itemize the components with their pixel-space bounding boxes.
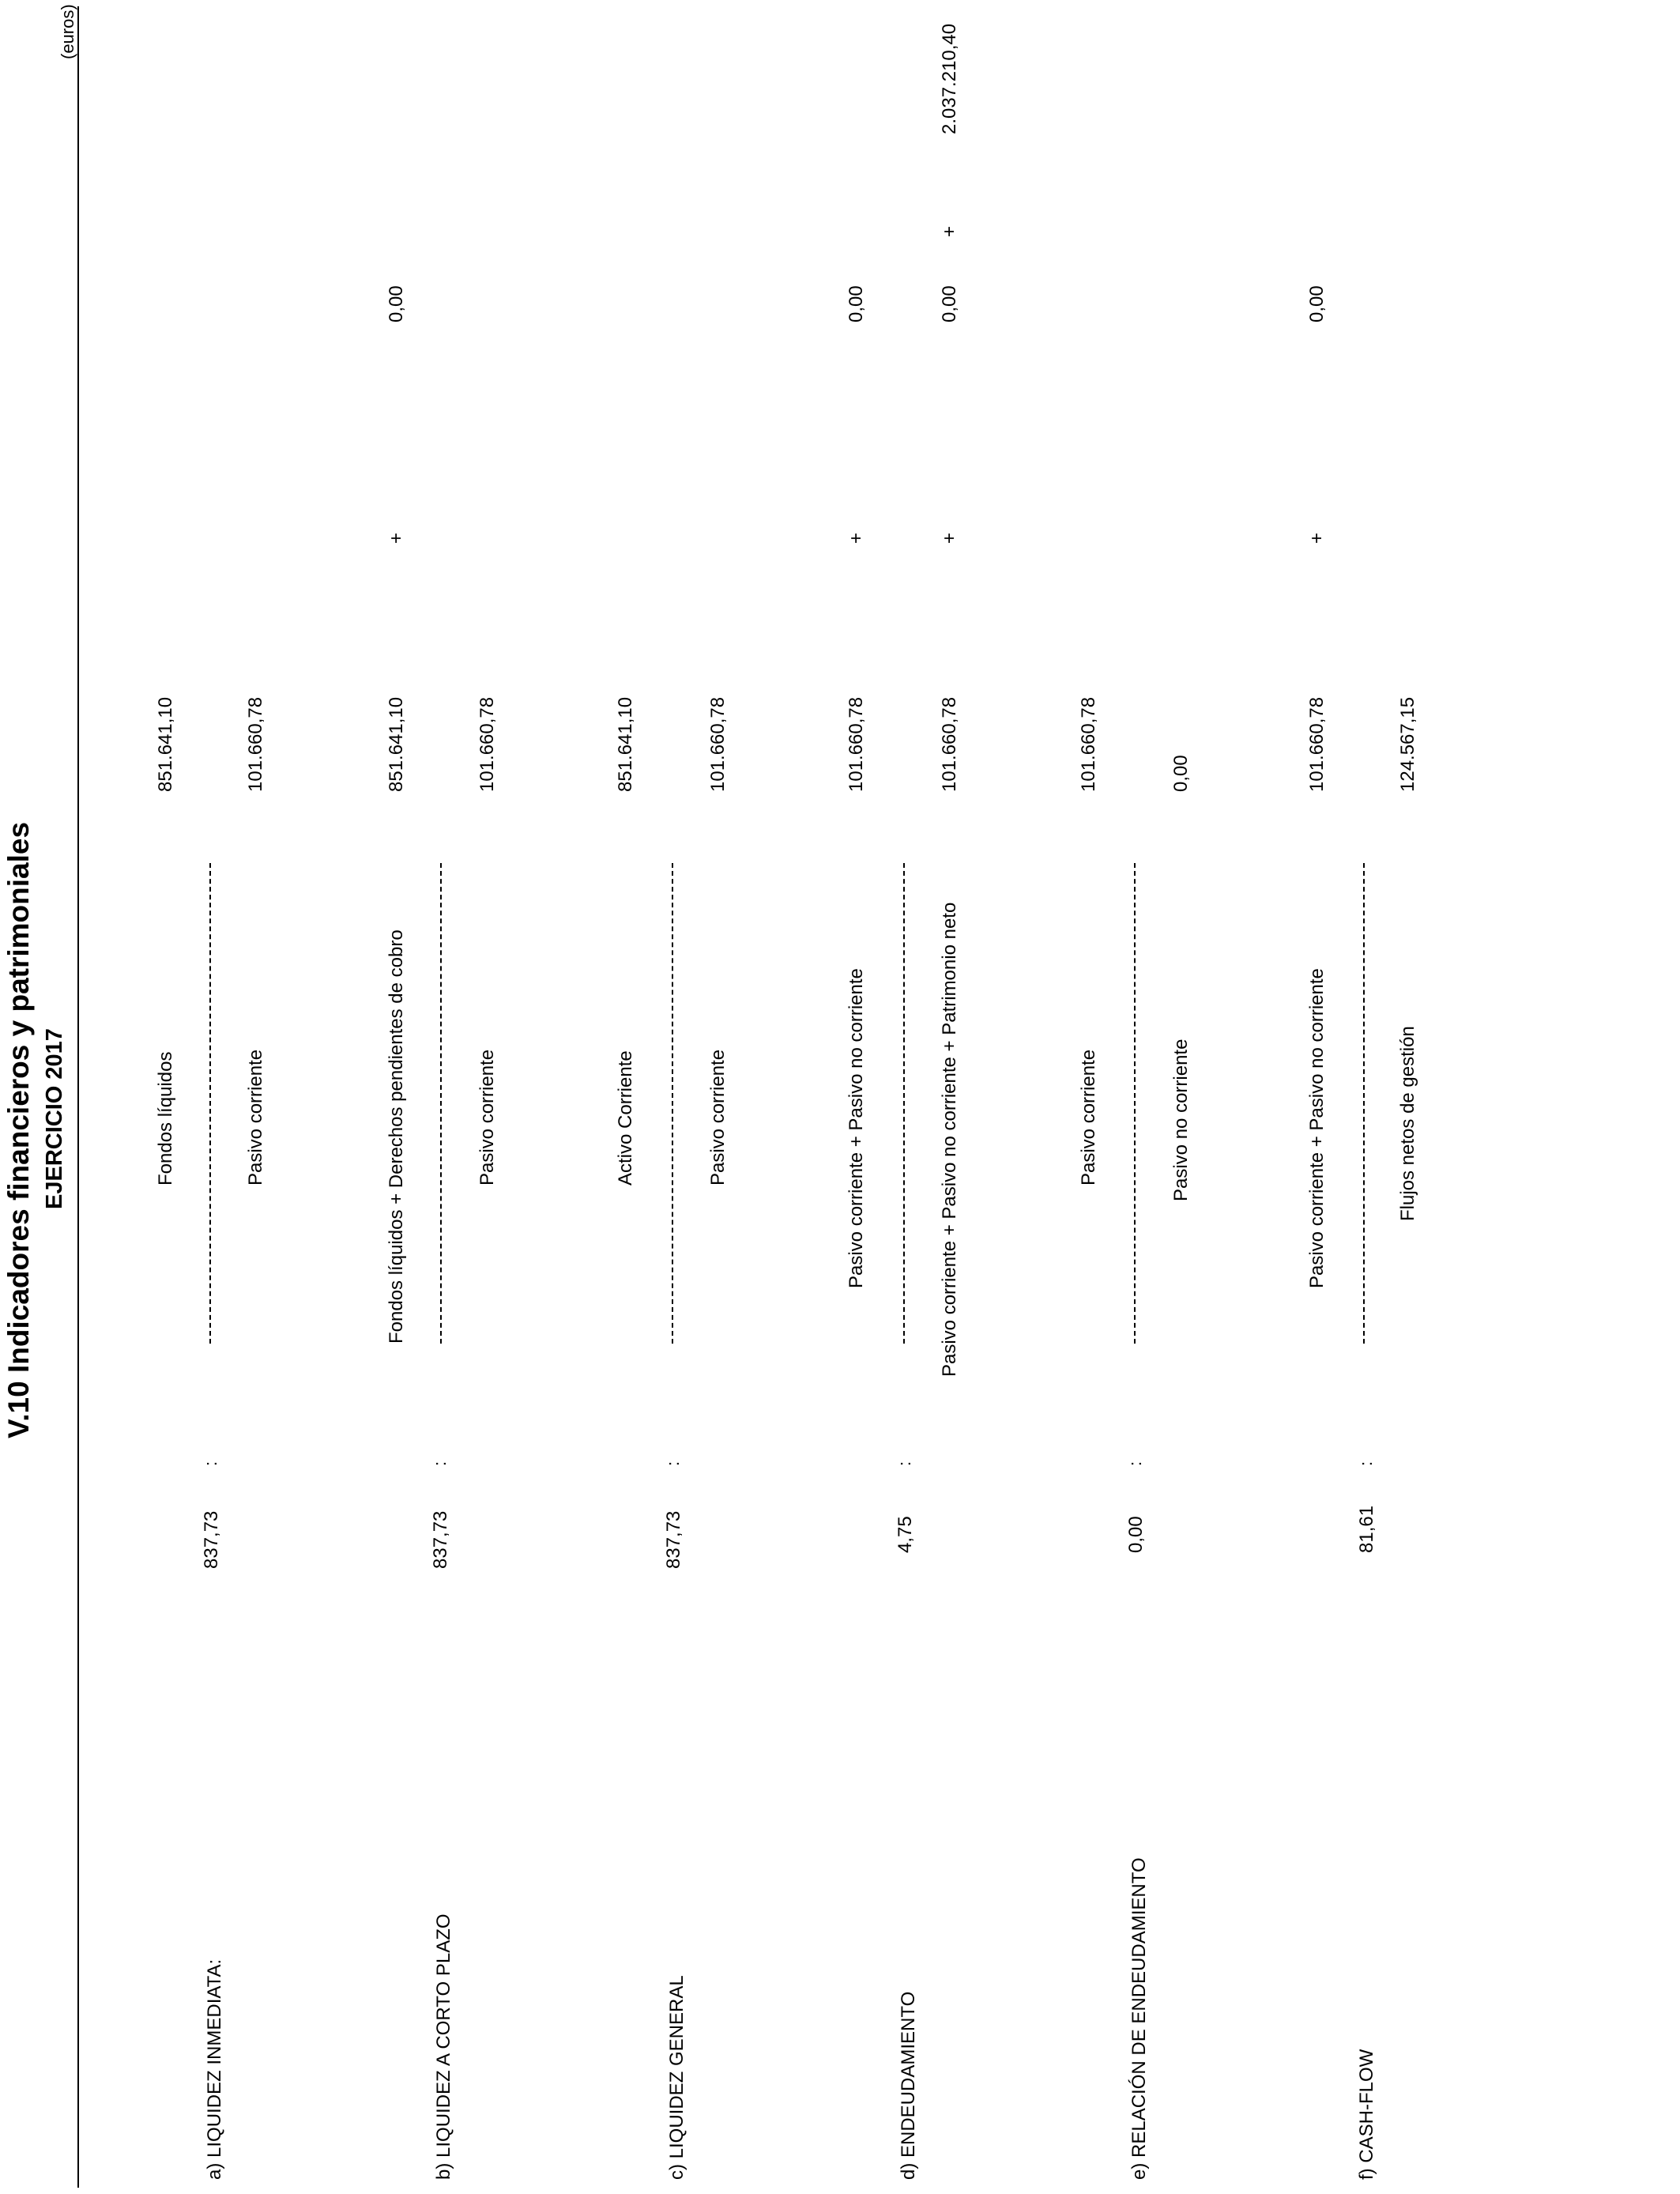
indicator-colon: : (1356, 1461, 1376, 1466)
denominator-text: Pasivo corriente (477, 1049, 498, 1186)
numerator-value: 101.660,78 (1078, 696, 1099, 792)
indicator-colon: : (430, 1461, 450, 1466)
fraction-line (1363, 863, 1365, 1344)
denominator-value: 101.660,78 (939, 696, 960, 792)
indicator-result: 81,61 (1356, 1505, 1377, 1553)
indicator-label: d) ENDEUDAMIENTO (898, 1991, 919, 2180)
indicator-label: a) LIQUIDEZ INMEDIATA: (204, 1958, 225, 2180)
indicator-result: 837,73 (430, 1510, 451, 1569)
denominator-value: 0,00 (1170, 755, 1192, 792)
indicator-result: 4,75 (895, 1516, 916, 1553)
indicator-result: 837,73 (201, 1510, 222, 1569)
denominator-value: 2.037.210,40 (939, 23, 960, 134)
numerator-value: 851.641,10 (386, 696, 407, 792)
numerator-text: Fondos líquidos (155, 1051, 176, 1186)
denominator-value: 0,00 (939, 285, 960, 322)
numerator-text: Activo Corriente (615, 1050, 636, 1186)
denominator-text: Pasivo corriente (707, 1049, 729, 1186)
numerator-text: Pasivo corriente + Pasivo no corriente (846, 968, 867, 1288)
fraction-line (903, 863, 905, 1344)
indicator-label: b) LIQUIDEZ A CORTO PLAZO (433, 1913, 454, 2180)
denominator-text: Flujos netos de gestión (1397, 1026, 1418, 1221)
plus-operator: + (939, 532, 960, 544)
indicator-label: c) LIQUIDEZ GENERAL (666, 1975, 687, 2180)
indicator-label: f) CASH-FLOW (1356, 2049, 1377, 2180)
indicator-colon: : (1125, 1461, 1145, 1466)
denominator-text: Pasivo no corriente (1170, 1039, 1192, 1201)
indicator-result: 837,73 (663, 1510, 684, 1569)
report-subtitle: EJERCICIO 2017 (42, 1028, 67, 1209)
numerator-value: 851.641,10 (155, 696, 176, 792)
indicator-colon: : (895, 1461, 914, 1466)
numerator-value: 0,00 (1306, 285, 1328, 322)
indicator-colon: : (201, 1461, 220, 1466)
denominator-value: 124.567,15 (1397, 696, 1418, 792)
units-label: (euros) (58, 4, 77, 59)
fraction-line (209, 863, 211, 1344)
numerator-value: 0,00 (386, 285, 407, 322)
indicator-result: 0,00 (1125, 1516, 1147, 1553)
plus-operator: + (939, 225, 960, 237)
report-title: V.10 Indicadores financieros y patrimoniales (2, 821, 35, 1438)
header-rule (77, 6, 79, 2188)
fraction-line (1134, 863, 1136, 1344)
denominator-text: Pasivo corriente + Pasivo no corriente + Patrimonio neto (939, 902, 960, 1377)
denominator-text: Pasivo corriente (245, 1049, 266, 1186)
fraction-line (440, 863, 442, 1344)
numerator-value: 0,00 (846, 285, 867, 322)
numerator-text: Fondos líquidos + Derechos pendientes de cobro (386, 929, 407, 1344)
numerator-value: 851.641,10 (615, 696, 636, 792)
plus-operator: + (1306, 532, 1328, 544)
indicator-label: e) RELACIÓN DE ENDEUDAMIENTO (1128, 1857, 1150, 2180)
denominator-value: 101.660,78 (707, 696, 729, 792)
indicator-colon: : (663, 1461, 683, 1466)
denominator-value: 101.660,78 (245, 696, 266, 792)
fraction-line (672, 863, 673, 1344)
denominator-value: 101.660,78 (477, 696, 498, 792)
numerator-value: 101.660,78 (1306, 696, 1328, 792)
numerator-value: 101.660,78 (846, 696, 867, 792)
numerator-text: Pasivo corriente (1078, 1049, 1099, 1186)
plus-operator: + (846, 532, 867, 544)
numerator-text: Pasivo corriente + Pasivo no corriente (1306, 968, 1328, 1288)
plus-operator: + (386, 532, 407, 544)
